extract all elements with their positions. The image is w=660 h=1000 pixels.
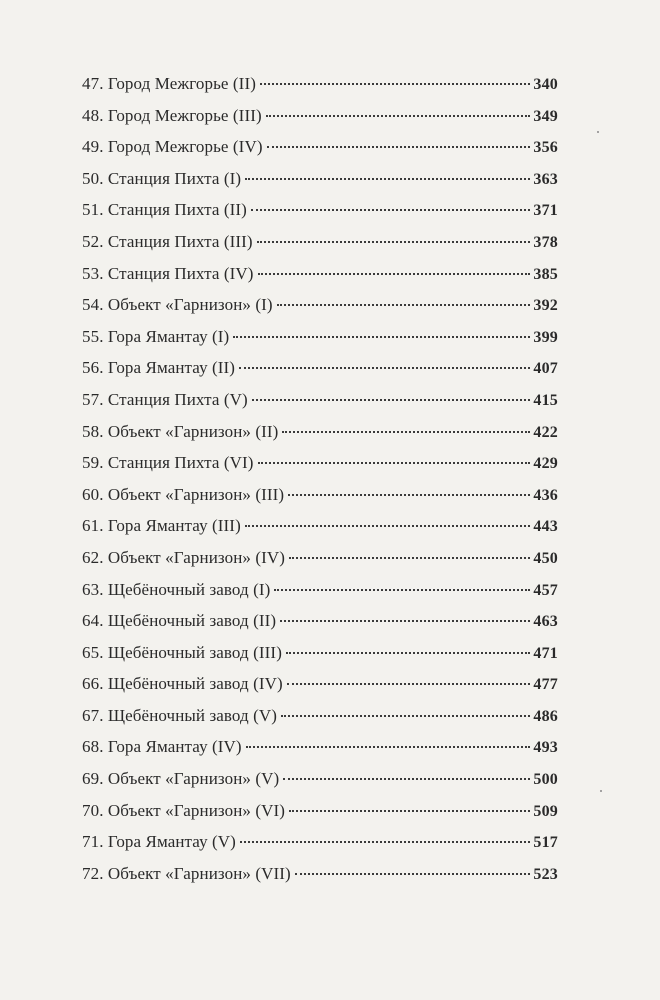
toc-dot-leader [288,494,530,496]
toc-entry-title: 48. Город Межгорье (III) [82,105,262,125]
toc-entry-title: 53. Станция Пихта (IV) [82,263,254,283]
toc-entry [82,700,558,732]
toc-entry-title: 50. Станция Пихта (I) [82,168,242,188]
toc-entry-title: 61. Гора Ямантау (III) [82,516,241,536]
toc-entry [82,447,558,479]
toc-entry-page-number: 407 [533,360,558,378]
toc-dot-leader [258,462,531,464]
toc-entry-title: 63. Щебёночный завод (I) [82,579,271,599]
toc-entry-page-number: 493 [533,739,558,757]
toc-entry [82,858,558,890]
toc-entry [82,68,558,100]
toc-entry-page-number: 385 [533,265,558,283]
toc-entry-page-number: 436 [533,486,558,504]
toc-entry-title: 62. Объект «Гарнизон» (IV) [82,547,286,567]
toc-entry-page-number: 500 [533,771,558,789]
toc-entry-title: 68. Гора Ямантау (IV) [82,737,242,757]
toc-entry [82,100,558,132]
toc-dot-leader [283,778,530,780]
toc-dot-leader [266,115,531,117]
toc-entry-title: 70. Объект «Гарнизон» (VI) [82,800,286,820]
toc-dot-leader [251,209,531,211]
toc-entry [82,258,558,290]
toc-entry-title: 57. Станция Пихта (V) [82,389,248,409]
toc-entry [82,574,558,606]
toc-dot-leader [289,810,530,812]
toc-dot-leader [267,146,531,148]
toc-entry-page-number: 450 [533,549,558,567]
toc-entry-page-number: 378 [533,233,558,251]
toc-entry [82,131,558,163]
toc-entry-page-number: 349 [533,107,558,125]
toc-dot-leader [289,557,530,559]
toc-entry-title: 59. Станция Пихта (VI) [82,453,254,473]
toc-entry-title: 72. Объект «Гарнизон» (VII) [82,863,291,883]
toc-entry-title: 51. Станция Пихта (II) [82,200,247,220]
toc-dot-leader [287,683,531,685]
toc-entry-page-number: 457 [533,581,558,599]
toc-entry-title: 67. Щебёночный завод (V) [82,705,278,725]
toc-entry-title: 52. Станция Пихта (III) [82,231,253,251]
toc-entry [82,731,558,763]
toc-entry-page-number: 463 [533,613,558,631]
toc-entry-page-number: 509 [533,802,558,820]
toc-dot-leader [245,525,531,527]
toc-entry [82,194,558,226]
toc-dot-leader [246,746,531,748]
toc-entry-page-number: 392 [533,297,558,315]
toc-entry-title: 60. Объект «Гарнизон» (III) [82,484,285,504]
toc-dot-leader [245,178,530,180]
toc-entry-page-number: 471 [533,644,558,662]
toc-entry-page-number: 363 [533,170,558,188]
toc-dot-leader [252,399,531,401]
toc-dot-leader [239,367,530,369]
toc-entry [82,826,558,858]
toc-entry [82,637,558,669]
toc-entry-title: 55. Гора Ямантау (I) [82,326,230,346]
toc-entry-page-number: 429 [533,455,558,473]
toc-entry [82,605,558,637]
toc-entry-page-number: 371 [533,202,558,220]
toc-dot-leader [277,304,531,306]
toc-dot-leader [282,431,530,433]
toc-dot-leader [280,620,530,622]
toc-entry [82,668,558,700]
toc-entry-page-number: 422 [533,423,558,441]
toc-entry-title: 65. Щебёночный завод (III) [82,642,282,662]
toc-dot-leader [257,241,531,243]
toc-entry-title: 54. Объект «Гарнизон» (I) [82,295,273,315]
toc-entry-page-number: 477 [533,676,558,694]
toc-entry [82,321,558,353]
toc-entry [82,479,558,511]
toc-dot-leader [286,652,530,654]
toc-entry-title: 64. Щебёночный завод (II) [82,611,277,631]
paper-speck [600,790,602,792]
toc-entry-page-number: 356 [533,139,558,157]
toc-entry-page-number: 415 [533,391,558,409]
table-of-contents [82,68,558,889]
toc-entry [82,795,558,827]
toc-entry [82,416,558,448]
toc-entry-page-number: 486 [533,707,558,725]
toc-entry-page-number: 340 [533,76,558,93]
toc-entry-title: 58. Объект «Гарнизон» (II) [82,421,279,441]
toc-entry [82,163,558,195]
toc-dot-leader [240,841,530,843]
toc-entry-page-number: 523 [533,865,558,883]
toc-dot-leader [233,336,530,338]
toc-entry-title: 56. Гора Ямантау (II) [82,358,236,378]
toc-dot-leader [281,715,530,717]
toc-entry [82,289,558,321]
toc-entry-title: 47. Город Межгорье (II) [82,74,256,93]
toc-dot-leader [258,273,531,275]
toc-entry [82,352,558,384]
toc-entry [82,226,558,258]
toc-dot-leader [260,83,530,85]
toc-entry-page-number: 443 [533,518,558,536]
toc-entry-page-number: 399 [533,328,558,346]
toc-entry [82,763,558,795]
toc-entry-title: 49. Город Межгорье (IV) [82,137,263,157]
toc-entry [82,510,558,542]
toc-entry-page-number: 517 [533,834,558,852]
toc-dot-leader [274,589,530,591]
toc-entry-title: 69. Объект «Гарнизон» (V) [82,769,280,789]
paper-speck [597,131,599,133]
toc-entry-title: 66. Щебёночный завод (IV) [82,674,283,694]
toc-dot-leader [295,873,531,875]
toc-entry [82,542,558,574]
toc-entry-title: 71. Гора Ямантау (V) [82,832,236,852]
toc-entry [82,384,558,416]
